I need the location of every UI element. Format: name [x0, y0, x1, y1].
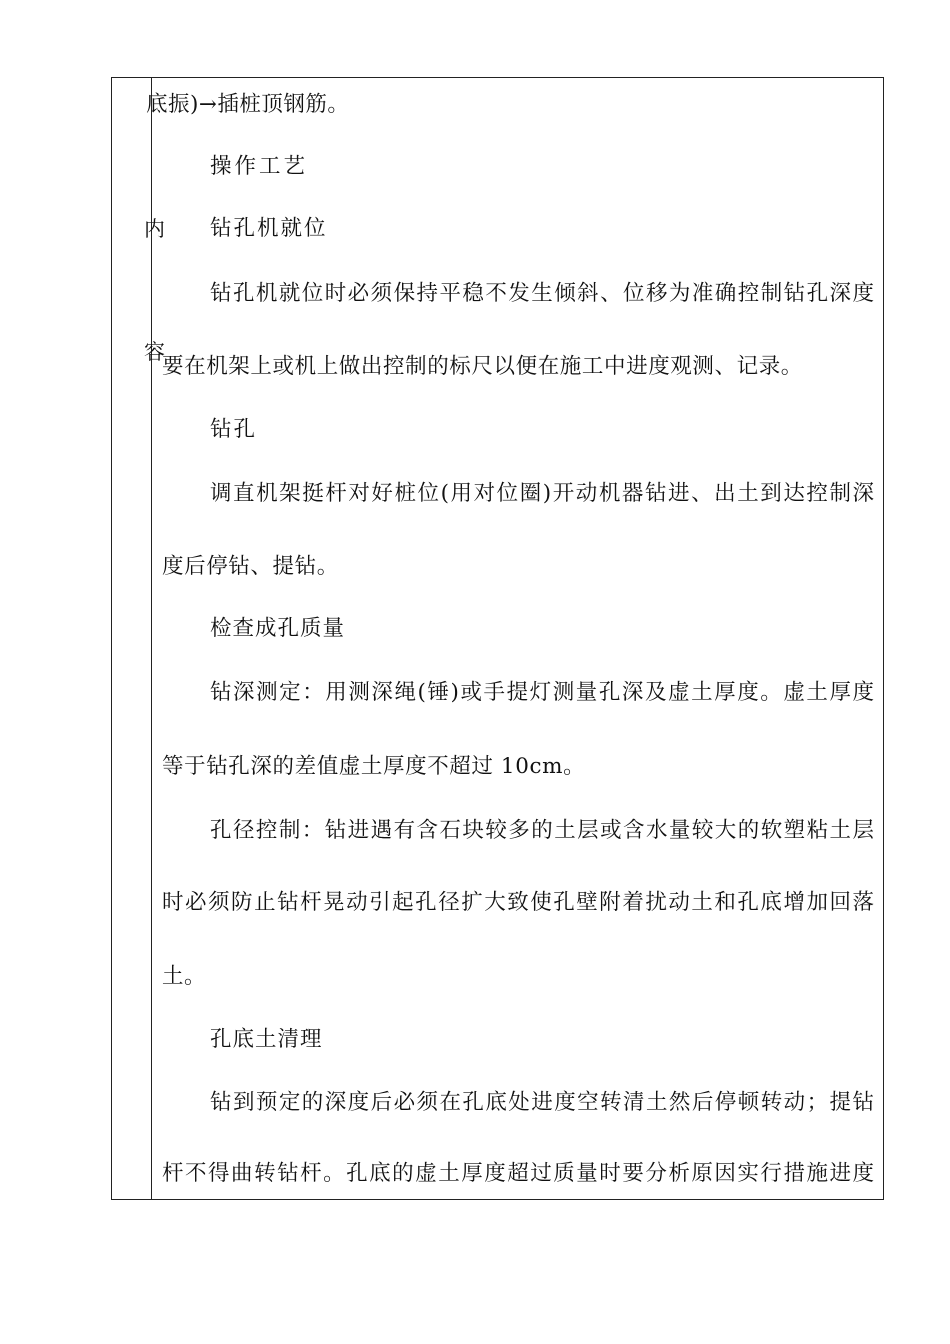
paragraph-line: 度后停钻、提钻。 [162, 554, 339, 579]
paragraph-line: 调直机架挺杆对好桩位(用对位圈)开动机器钻进、出土到达控制深 [210, 481, 874, 506]
section-heading: 操作工艺 [210, 154, 309, 179]
paragraph-line: 杆不得曲转钻杆。孔底的虚土厚度超过质量时要分析原因实行措施进度 [162, 1161, 874, 1186]
section-heading: 钻孔 [210, 417, 258, 442]
content-line: 底振)→插桩顶钢筋。 [146, 92, 350, 117]
label-char-rong: 容 [144, 340, 165, 364]
paragraph-line: 土。 [162, 964, 207, 989]
paragraph-line: 孔径控制：钻进遇有含石块较多的土层或含水量较大的软塑粘土层 [210, 818, 874, 843]
section-heading: 钻孔机就位 [210, 216, 328, 241]
label-char-nei: 内 [144, 217, 165, 241]
paragraph-line: 钻孔机就位时必须保持平稳不发生倾斜、位移为准确控制钻孔深度 [210, 281, 874, 306]
column-divider [151, 77, 152, 1200]
paragraph-line: 钻到预定的深度后必须在孔底处进度空转清土然后停顿转动；提钻 [210, 1090, 874, 1115]
paragraph-line: 时必须防止钻杆晃动引起孔径扩大致使孔壁附着扰动土和孔底增加回落 [162, 890, 874, 915]
paragraph-line: 钻深测定：用测深绳(锤)或手提灯测量孔深及虚土厚度。虚土厚度 [210, 680, 874, 705]
paragraph-line: 等于钻孔深的差值虚土厚度不超过 10cm。 [162, 754, 586, 779]
paragraph-line: 要在机架上或机上做出控制的标尺以便在施工中进度观测、记录。 [162, 354, 803, 379]
section-heading: 检查成孔质量 [210, 616, 346, 641]
section-heading: 孔底土清理 [210, 1027, 323, 1052]
